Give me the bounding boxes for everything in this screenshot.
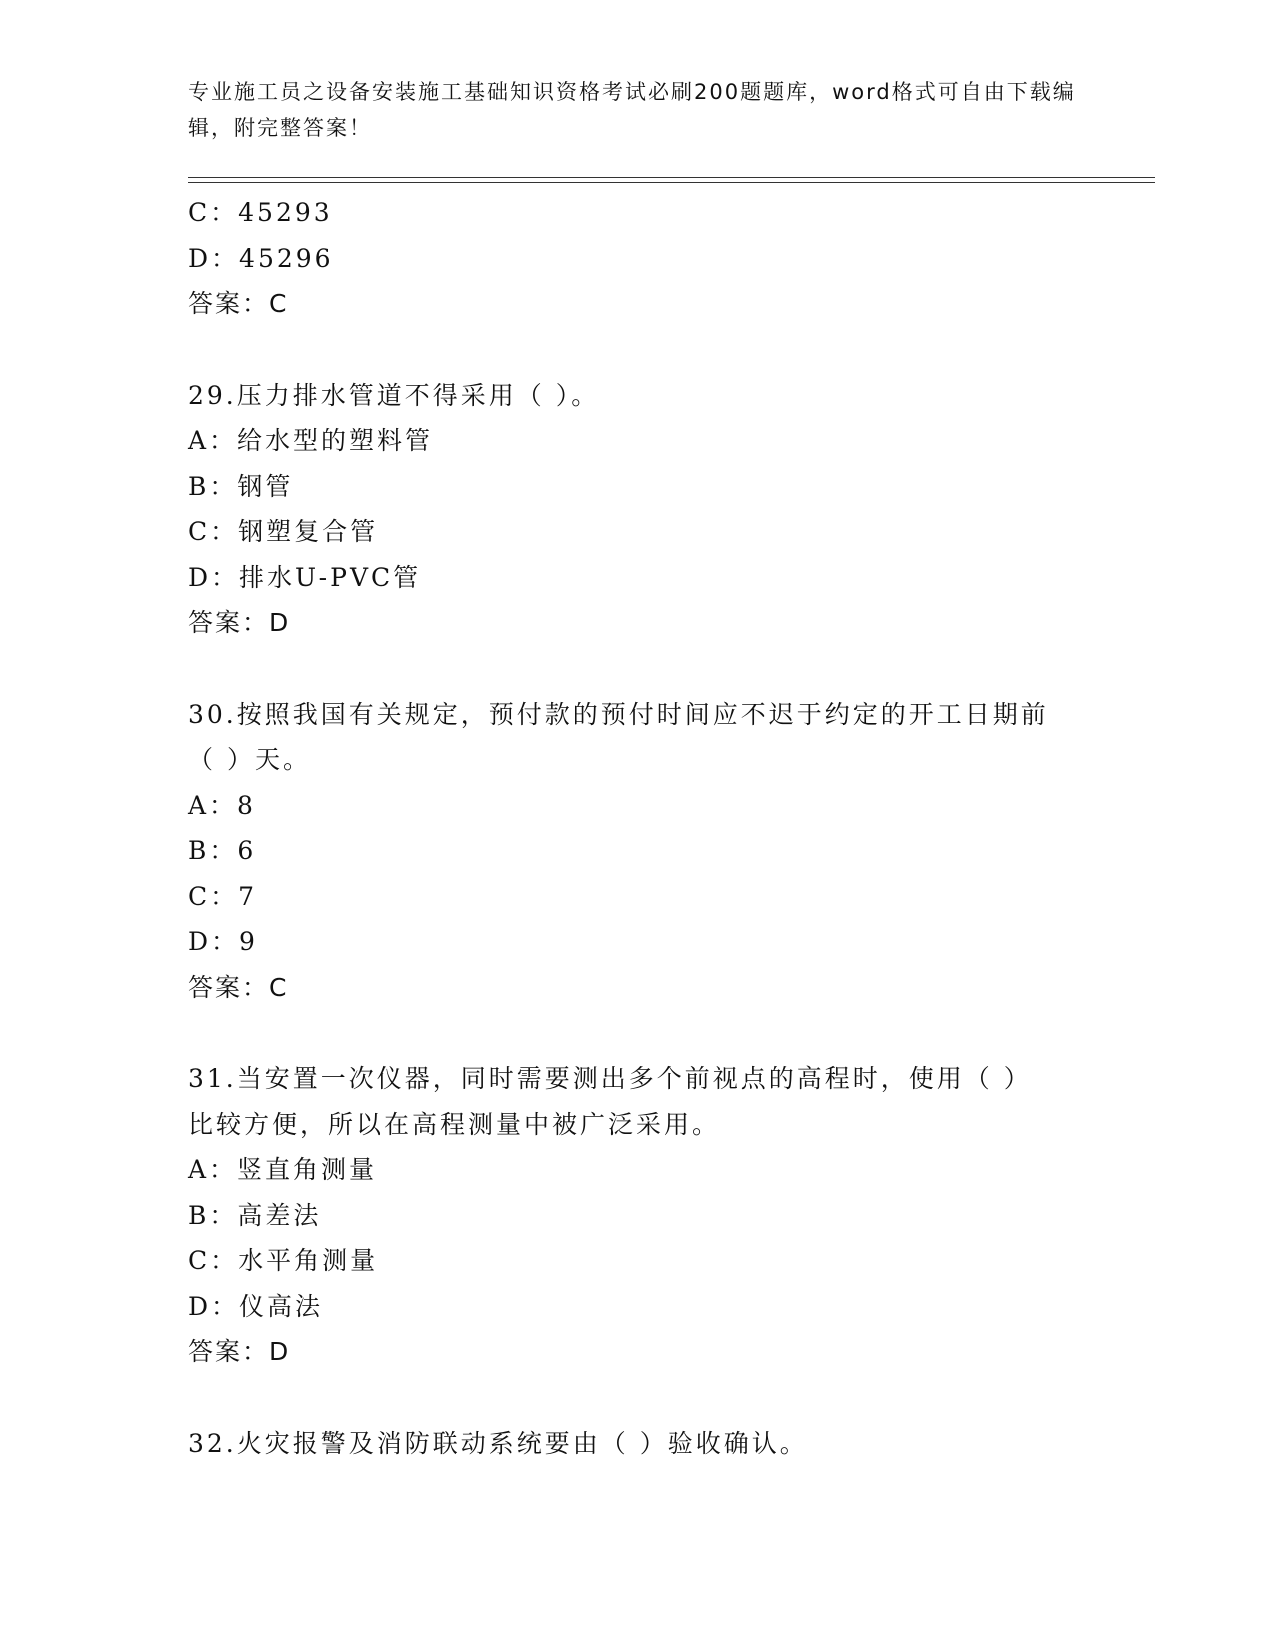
question-32 [188, 1421, 1088, 1467]
option-d: D：仪高法 [188, 1291, 324, 1321]
question-28-continuation [188, 190, 1088, 327]
question-29 [188, 373, 1088, 646]
option-d: D：9 [188, 927, 258, 956]
question-stem: 32.火灾报警及消防联动系统要由（ ）验收确认。 [188, 1428, 808, 1458]
option-a: A：8 [188, 790, 256, 820]
answer: 答案：C [188, 972, 289, 1002]
answer: 答案：D [188, 608, 291, 637]
document-header [188, 74, 1088, 146]
question-stem-line-1: 30.按照我国有关规定，预付款的预付时间应不迟于约定的开工日期前 [188, 699, 1049, 729]
option-b: B：高差法 [188, 1200, 322, 1230]
spacer [188, 1375, 1088, 1421]
header-divider-top [188, 177, 1155, 178]
option-a: A：竖直角测量 [188, 1155, 378, 1184]
answer: 答案：D [188, 1337, 291, 1366]
question-stem-line-2: 比较方便，所以在高程测量中被广泛采用。 [188, 1109, 721, 1139]
option-b: B：钢管 [188, 471, 294, 501]
option-d: D：排水U-PVC管 [188, 562, 422, 592]
question-30 [188, 692, 1088, 1011]
answer: 答案：C [188, 289, 289, 318]
option-d: D：45296 [188, 243, 334, 273]
question-stem: 29.压力排水管道不得采用（ ）。 [188, 380, 600, 410]
header-text: 专业施工员之设备安装施工基础知识资格考试必刷200题题库，word格式可自由下载编辑，附完整答案！ [188, 80, 1076, 140]
option-c: C：钢塑复合管 [188, 517, 379, 546]
header-divider-bottom [188, 182, 1155, 183]
option-c: C：水平角测量 [188, 1246, 379, 1275]
option-a: A：给水型的塑料管 [188, 426, 434, 455]
spacer [188, 646, 1088, 692]
question-stem-line-1: 31.当安置一次仪器，同时需要测出多个前视点的高程时，使用（ ） [188, 1064, 1032, 1093]
option-c: C：45293 [188, 198, 333, 227]
document-body [188, 190, 1088, 1466]
spacer [188, 327, 1088, 373]
question-stem-line-2: （ ）天。 [188, 745, 311, 774]
option-c: C：7 [188, 881, 258, 911]
question-31 [188, 1056, 1088, 1375]
spacer [188, 1010, 1088, 1056]
option-b: B：6 [188, 836, 257, 865]
